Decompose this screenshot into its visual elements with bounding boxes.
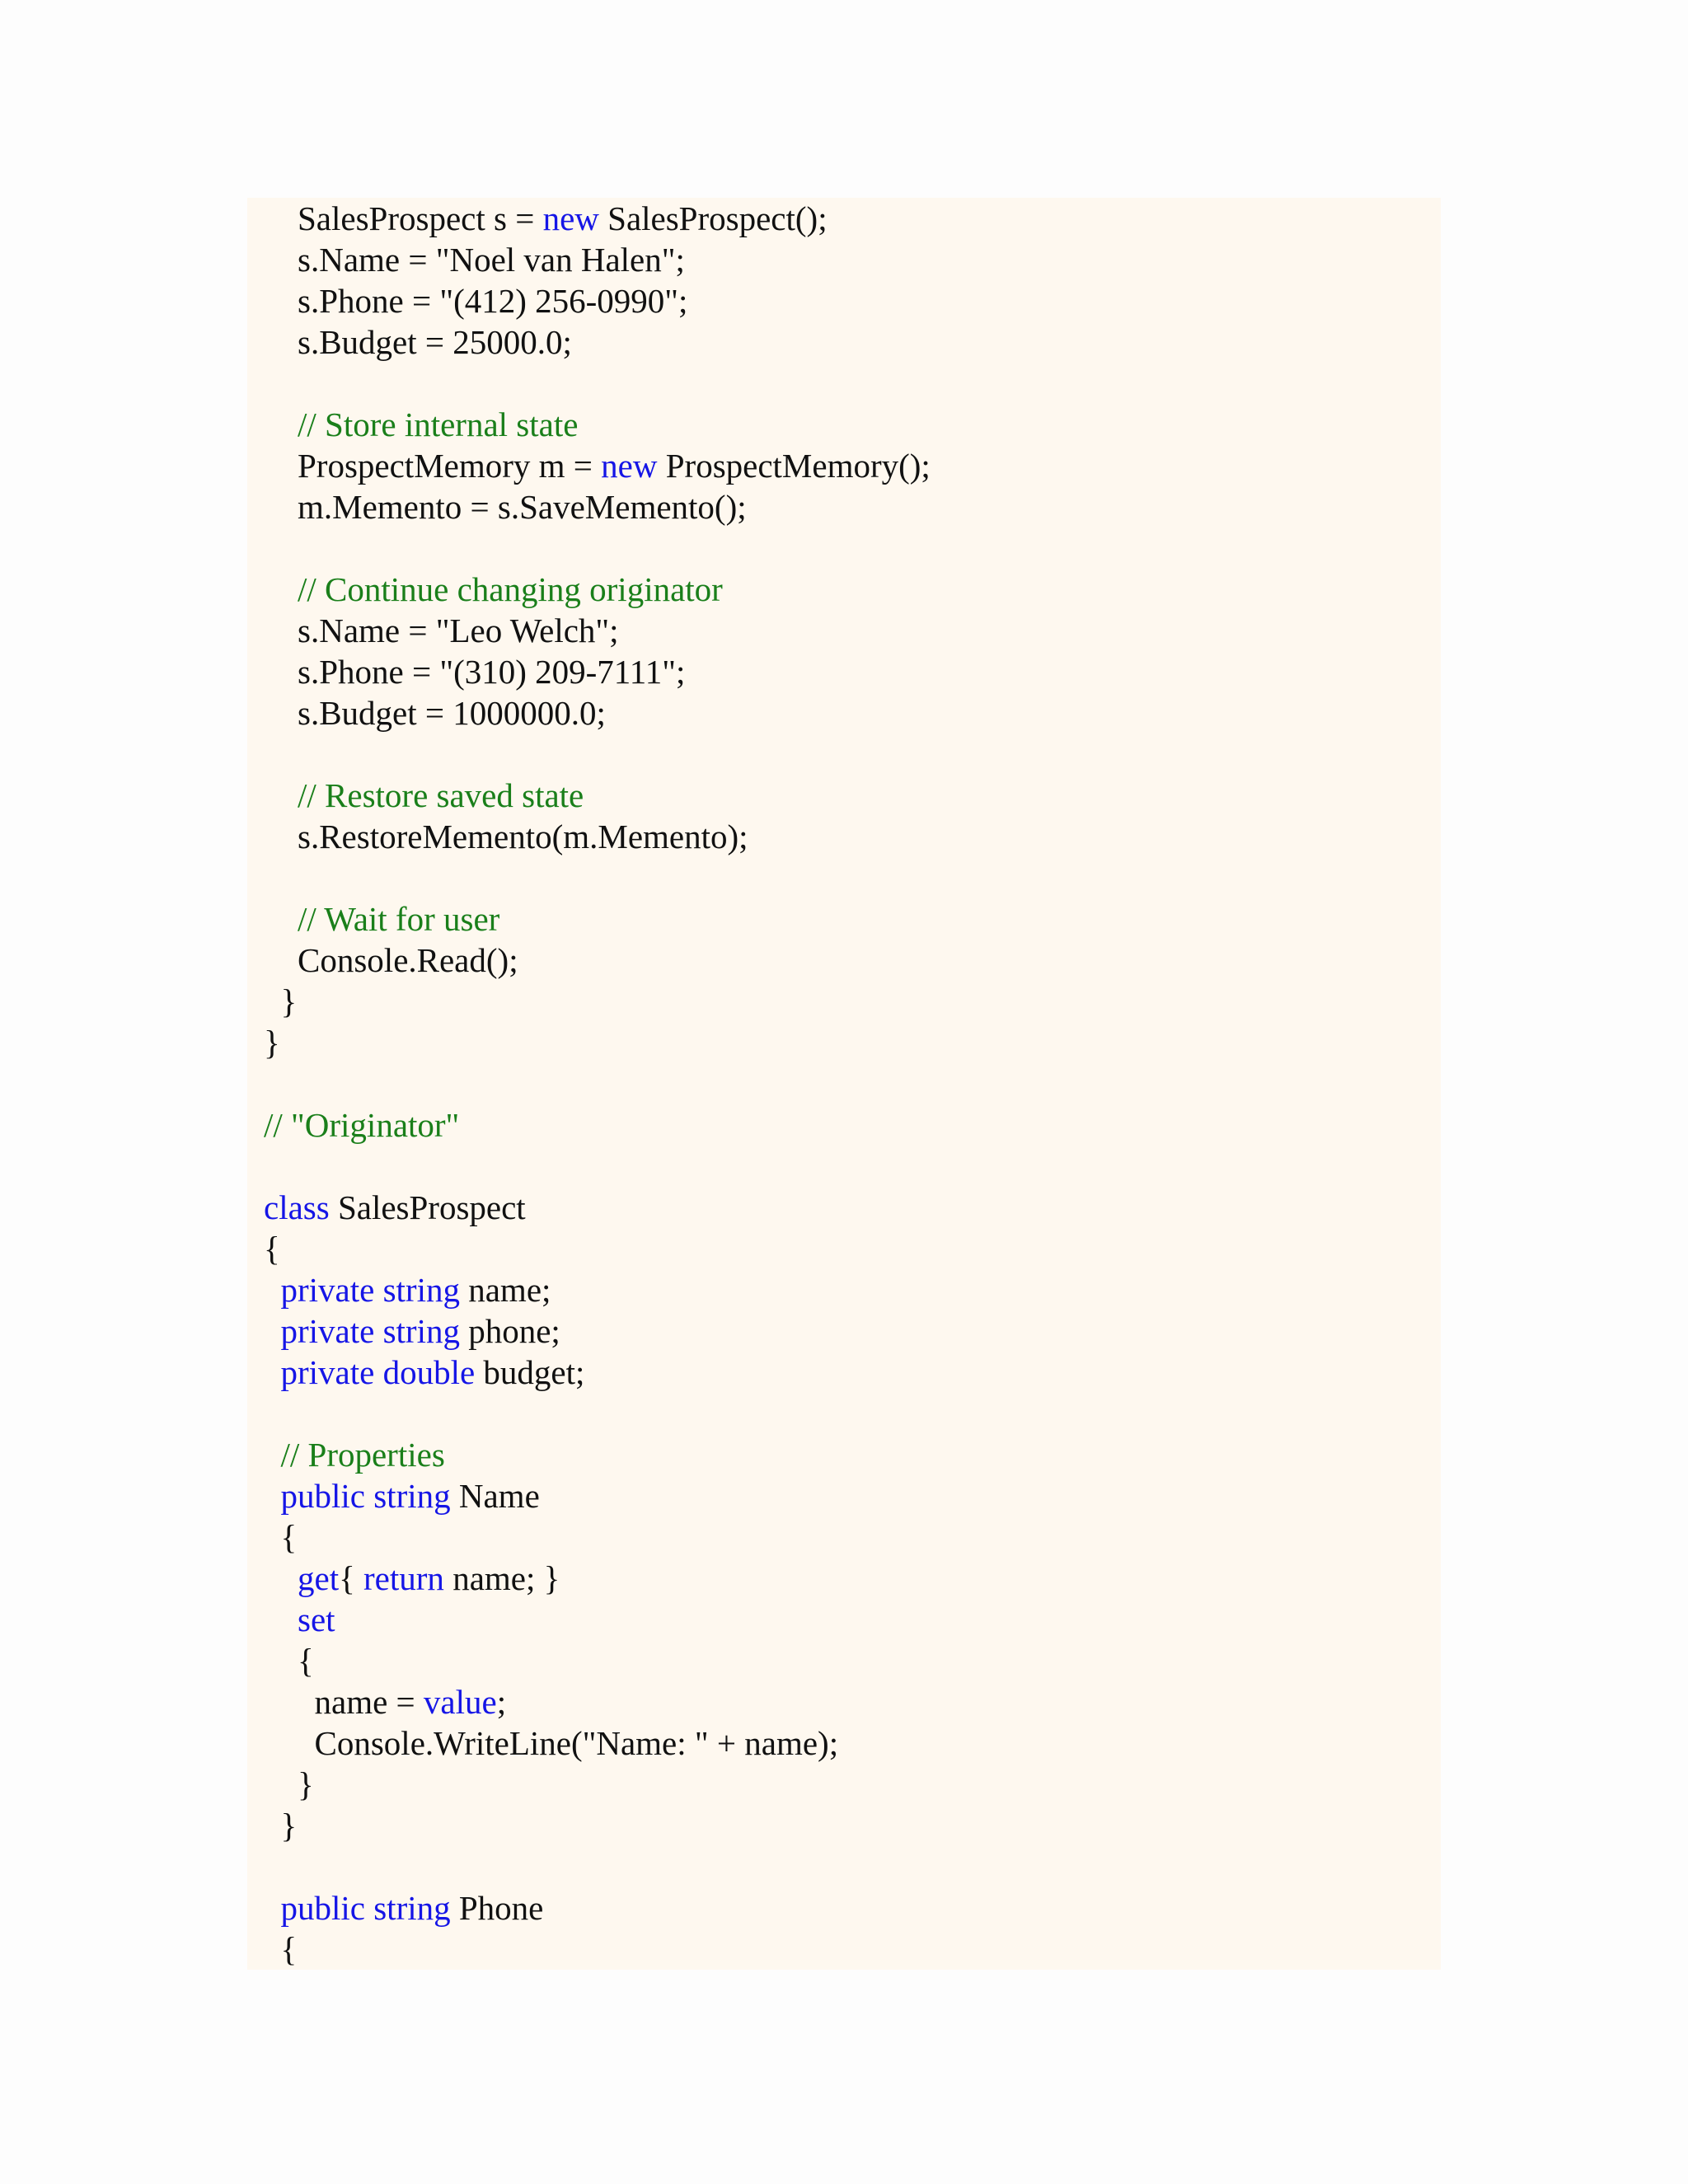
code-text: ProspectMemory m = — [264, 447, 602, 485]
code-line — [264, 1764, 1418, 1805]
code-text: s.Name = "Leo Welch"; — [264, 612, 619, 649]
code-line — [264, 940, 1418, 981]
code-text: } — [264, 1765, 314, 1803]
blank-line — [264, 1393, 1418, 1434]
code-listing — [264, 198, 1418, 1970]
code-text: } — [264, 982, 298, 1020]
code-text: m.Memento = s.SaveMemento(); — [264, 488, 747, 526]
blank-line — [264, 733, 1418, 775]
code-comment: // "Originator" — [264, 1106, 460, 1144]
code-line — [264, 981, 1418, 1022]
keyword: return — [363, 1559, 444, 1597]
code-line — [264, 1887, 1418, 1929]
code-comment: // Restore saved state — [264, 776, 584, 814]
blank-line — [264, 857, 1418, 898]
code-line — [264, 1187, 1418, 1228]
code-line — [264, 1228, 1418, 1269]
blank-line — [264, 363, 1418, 404]
code-line — [264, 692, 1418, 733]
code-line — [264, 1434, 1418, 1475]
code-text: Console.WriteLine("Name: " + name); — [264, 1724, 839, 1762]
blank-line — [264, 1146, 1418, 1187]
code-text: SalesProspect — [329, 1188, 526, 1226]
code-text — [264, 1312, 281, 1350]
code-text: { — [264, 1230, 280, 1268]
keyword: public string — [280, 1889, 451, 1927]
code-text: s.Phone = "(310) 209-7111"; — [264, 653, 686, 691]
code-line — [264, 1269, 1418, 1310]
code-text — [264, 1271, 281, 1309]
code-line — [264, 198, 1418, 239]
keyword: new — [542, 199, 599, 237]
code-text — [264, 1559, 298, 1597]
code-line — [264, 898, 1418, 940]
code-line — [264, 1310, 1418, 1352]
code-line — [264, 280, 1418, 321]
code-text: phone; — [459, 1312, 560, 1350]
code-text: name; } — [443, 1559, 560, 1597]
code-text: Phone — [450, 1889, 544, 1927]
code-line — [264, 1640, 1418, 1681]
code-comment: // Continue changing originator — [264, 570, 723, 608]
code-line — [264, 651, 1418, 692]
code-text: { — [264, 1930, 298, 1968]
code-text: { — [264, 1642, 314, 1680]
code-line — [264, 569, 1418, 610]
code-line — [264, 1022, 1418, 1063]
keyword: new — [601, 447, 658, 485]
blank-line — [264, 1063, 1418, 1104]
code-text: name; — [459, 1271, 551, 1309]
code-line — [264, 486, 1418, 527]
code-line — [264, 1352, 1418, 1393]
code-line — [264, 321, 1418, 363]
code-text: } — [264, 1807, 298, 1844]
code-line — [264, 1599, 1418, 1640]
code-text: ProspectMemory(); — [657, 447, 931, 485]
code-line — [264, 1805, 1418, 1846]
code-text: budget; — [475, 1353, 585, 1391]
code-text: s.Budget = 25000.0; — [264, 323, 572, 361]
code-line — [264, 1475, 1418, 1516]
code-text: s.Phone = "(412) 256-0990"; — [264, 282, 688, 320]
code-text: Console.Read(); — [264, 941, 518, 979]
code-text: { — [339, 1559, 364, 1597]
blank-line — [264, 1846, 1418, 1887]
code-text: } — [264, 1024, 280, 1062]
keyword: private string — [280, 1271, 460, 1309]
code-comment: // Wait for user — [264, 900, 500, 938]
code-text: s.RestoreMemento(m.Memento); — [264, 818, 748, 855]
code-text — [264, 1353, 281, 1391]
code-text: s.Name = "Noel van Halen"; — [264, 241, 685, 279]
code-line — [264, 1104, 1418, 1146]
code-text: { — [264, 1518, 298, 1556]
code-text: ; — [496, 1683, 507, 1721]
code-text: SalesProspect(); — [598, 199, 828, 237]
keyword: public string — [280, 1477, 451, 1515]
code-line — [264, 239, 1418, 280]
keyword: private string — [280, 1312, 460, 1350]
code-line — [264, 610, 1418, 651]
keyword: value — [423, 1683, 497, 1721]
keyword: get — [298, 1559, 340, 1597]
code-line — [264, 404, 1418, 445]
code-line — [264, 816, 1418, 857]
code-text — [264, 1601, 298, 1638]
keyword: class — [264, 1188, 330, 1226]
code-line — [264, 1681, 1418, 1722]
code-text — [264, 1889, 281, 1927]
code-line — [264, 775, 1418, 816]
code-comment: // Properties — [264, 1436, 445, 1474]
code-comment: // Store internal state — [264, 405, 579, 443]
code-text — [264, 1477, 281, 1515]
code-line — [264, 1722, 1418, 1764]
keyword: private double — [280, 1353, 476, 1391]
code-text: s.Budget = 1000000.0; — [264, 694, 606, 732]
code-text: Name — [450, 1477, 540, 1515]
keyword: set — [298, 1601, 335, 1638]
code-text: name = — [264, 1683, 424, 1721]
code-text: SalesProspect s = — [264, 199, 543, 237]
code-line — [264, 1516, 1418, 1558]
blank-line — [264, 527, 1418, 569]
code-line — [264, 1558, 1418, 1599]
code-line — [264, 445, 1418, 486]
code-line — [264, 1929, 1418, 1970]
